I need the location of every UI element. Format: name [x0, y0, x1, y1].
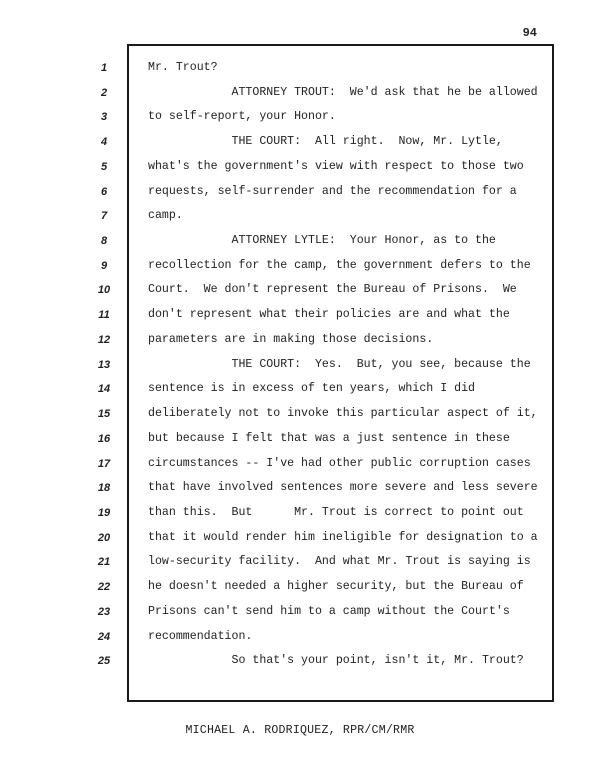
transcript-line: than this. But Mr. Trout is correct to point out — [148, 505, 524, 519]
line-number: 1 — [100, 62, 108, 74]
line-number: 18 — [97, 482, 111, 495]
line-number: 21 — [97, 556, 111, 569]
transcript-line: that have involved sentences more severe and less severe — [148, 481, 538, 495]
line-number: 14 — [97, 383, 111, 396]
line-number: 17 — [97, 457, 111, 470]
line-number: 12 — [97, 333, 111, 346]
transcript-line: what's the government's view with respect to those two — [148, 159, 524, 173]
line-number: 22 — [97, 581, 111, 594]
transcript-line: requests, self-surrender and the recommendation for a — [148, 184, 517, 198]
line-number: 20 — [97, 531, 111, 544]
transcript-line: he doesn't needed a higher security, but the Bureau of — [148, 580, 524, 594]
transcript-line: So that's your point, isn't it, Mr. Trout? — [148, 654, 524, 668]
transcript-line: Mr. Trout? — [148, 61, 218, 74]
line-number: 13 — [97, 358, 111, 371]
line-number: 19 — [97, 506, 111, 519]
transcript-line: Prisons can't send him to a camp without the Court's — [148, 604, 510, 618]
line-number-column — [86, 56, 122, 674]
transcript-line: sentence is in excess of ten years, which I did — [148, 382, 475, 396]
line-number: 16 — [97, 432, 111, 445]
transcript-line: recommendation. — [148, 629, 253, 643]
line-number: 8 — [100, 235, 108, 248]
transcript-text-column — [148, 56, 548, 674]
transcript-line: ATTORNEY LYTLE: Your Honor, as to the — [148, 234, 496, 248]
line-number: 24 — [97, 630, 111, 643]
transcript-line: but because I felt that was a just sentence in these — [148, 431, 510, 445]
transcript-line: parameters are in making those decisions. — [148, 332, 434, 346]
transcript-line: THE COURT: Yes. But, you see, because the — [148, 357, 531, 371]
transcript-line: THE COURT: All right. Now, Mr. Lytle, — [148, 135, 503, 149]
line-number: 9 — [100, 259, 108, 272]
line-number: 7 — [100, 210, 108, 223]
page-number: 94 — [522, 26, 537, 40]
line-number: 11 — [98, 309, 110, 322]
line-number: 4 — [100, 136, 108, 149]
transcript-line: don't represent what their policies are and what the — [148, 308, 510, 322]
transcript-line: circumstances -- I've had other public corruption cases — [148, 456, 531, 470]
transcript-line: recollection for the camp, the government defers to the — [148, 258, 531, 272]
transcript-line: deliberately not to invoke this particular aspect of it, — [148, 407, 538, 421]
transcript-line: Court. We don't represent the Bureau of Prisons. We — [148, 283, 517, 297]
transcript-line: ATTORNEY TROUT: We'd ask that he be allowed — [148, 85, 538, 99]
transcript-line: low-security facility. And what Mr. Trout is saying is — [148, 555, 531, 569]
line-number: 6 — [100, 185, 108, 198]
line-number: 23 — [97, 605, 111, 618]
line-number: 10 — [97, 284, 111, 297]
line-number: 3 — [100, 111, 108, 124]
line-number: 5 — [100, 160, 108, 173]
line-number: 25 — [97, 655, 111, 668]
transcript-line: that it would render him ineligible for designation to a — [148, 530, 538, 544]
line-number: 15 — [97, 408, 111, 421]
line-number: 2 — [100, 86, 108, 99]
transcript-line: to self-report, your Honor. — [148, 110, 336, 124]
transcript-line: camp. — [148, 209, 183, 223]
reporter-footer: MICHAEL A. RODRIQUEZ, RPR/CM/RMR — [185, 724, 415, 737]
